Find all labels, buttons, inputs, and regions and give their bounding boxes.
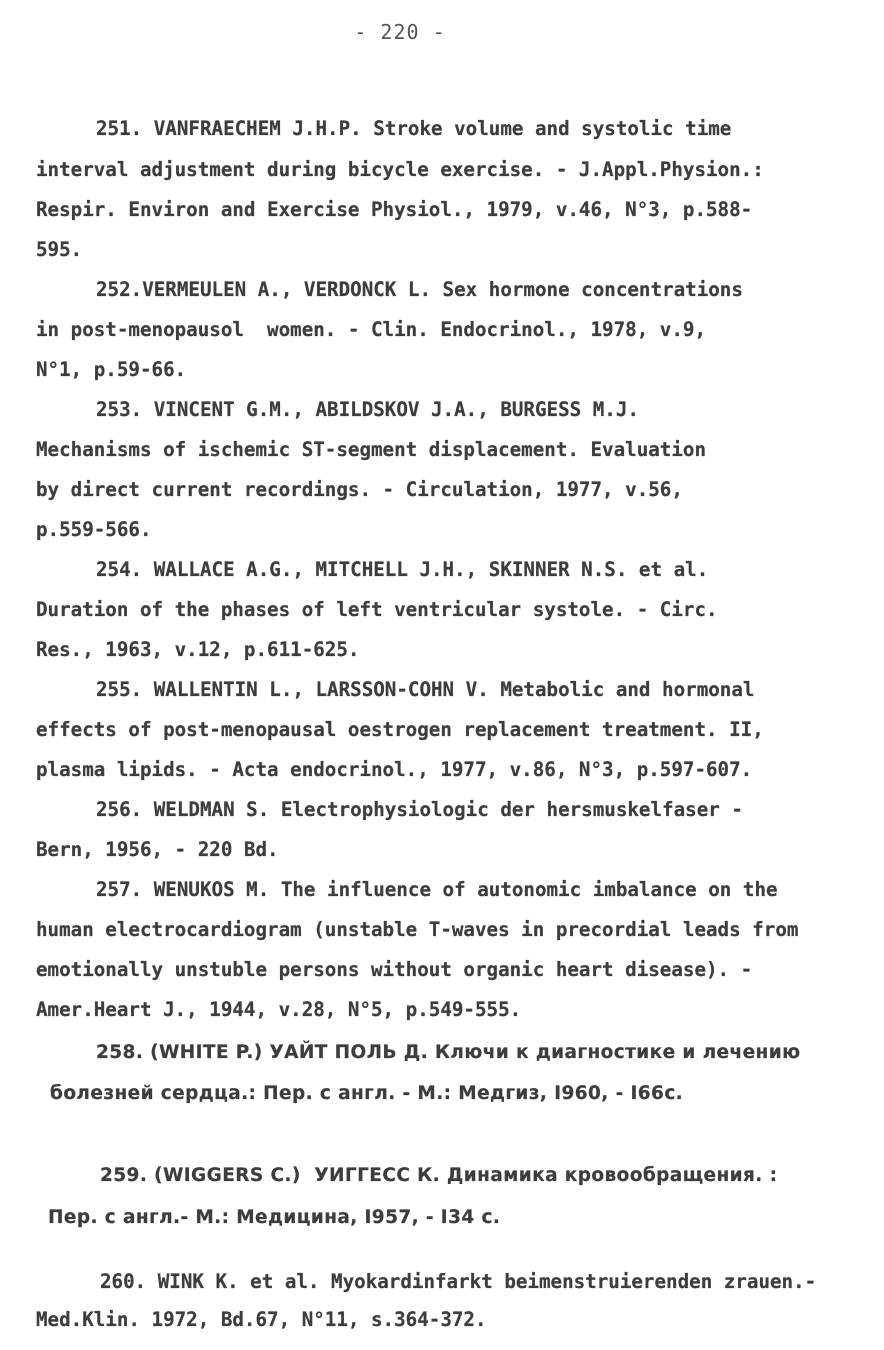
reference-line: Res., 1963, v.12, p.611-625. [36,638,360,661]
reference-line: Med.Klin. 1972, Bd.67, N°11, s.364-372. [36,1308,487,1331]
reference-line: Mechanisms of ischemic ST-segment displacement. Evaluation [36,438,707,461]
reference-line: 257. WENUKOS M. The influence of autonomic imbalance on the [96,878,778,901]
reference-line: 258. (WHITE P.) УАЙТ ПОЛЬ Д. Ключи к диагностике и лечению [96,1042,801,1063]
reference-line: emotionally unstuble persons without organic heart disease). - [36,958,753,981]
reference-line: Respir. Environ and Exercise Physiol., 1979, v.46, N°3, p.588- [36,198,753,221]
reference-line: болезней сердца.: Пер. с англ. - М.: Медгиз, I960, - I66с. [50,1083,684,1104]
reference-line: 256. WELDMAN S. Electrophysiologic der hersmuskelfaser - [96,798,743,821]
page-number: - 220 - [354,20,446,44]
reference-line: in post-menopausol women. - Clin. Endocrinol., 1978, v.9, [36,318,707,341]
reference-line: Amer.Heart J., 1944, v.28, N°5, p.549-555. [36,998,522,1021]
reference-line: 595. [36,238,83,261]
reference-line: 251. VANFRAECHEM J.H.P. Stroke volume and systolic time [96,117,732,140]
reference-line: Bern, 1956, - 220 Bd. [36,838,279,861]
reference-line: Пер. с англ.- М.: Медицина, I957, - I34 с. [48,1207,501,1228]
reference-line: 259. (WIGGERS C.) УИГГЕСС К. Динамика кровообращения. : [100,1165,778,1186]
reference-line: 260. WINK K. et al. Myokardinfarkt beimenstruierenden zrauen.- [100,1270,817,1293]
reference-line: Duration of the phases of left ventricular systole. - Circ. [36,598,718,621]
reference-line: human electrocardiogram (unstable T-waves in precordial leads from [36,918,799,941]
reference-line: 254. WALLACE A.G., MITCHELL J.H., SKINNER N.S. et al. [96,558,709,581]
reference-line: 255. WALLENTIN L., LARSSON-COHN V. Metabolic and hormonal [96,678,755,701]
reference-line: effects of post-menopausal oestrogen replacement treatment. II, [36,718,764,741]
reference-line: interval adjustment during bicycle exercise. - J.Appl.Physion.: [36,158,764,181]
reference-line: p.559-566. [36,518,152,541]
reference-line: 253. VINCENT G.M., ABILDSKOV J.A., BURGESS M.J. [96,398,639,421]
reference-line: plasma lipids. - Acta endocrinol., 1977, v.86, N°3, p.597-607. [36,758,753,781]
reference-line: by direct current recordings. - Circulation, 1977, v.56, [36,478,683,501]
reference-line: 252.VERMEULEN A., VERDONCK L. Sex hormone concentrations [96,278,743,301]
reference-line: N°1, p.59-66. [36,358,187,381]
